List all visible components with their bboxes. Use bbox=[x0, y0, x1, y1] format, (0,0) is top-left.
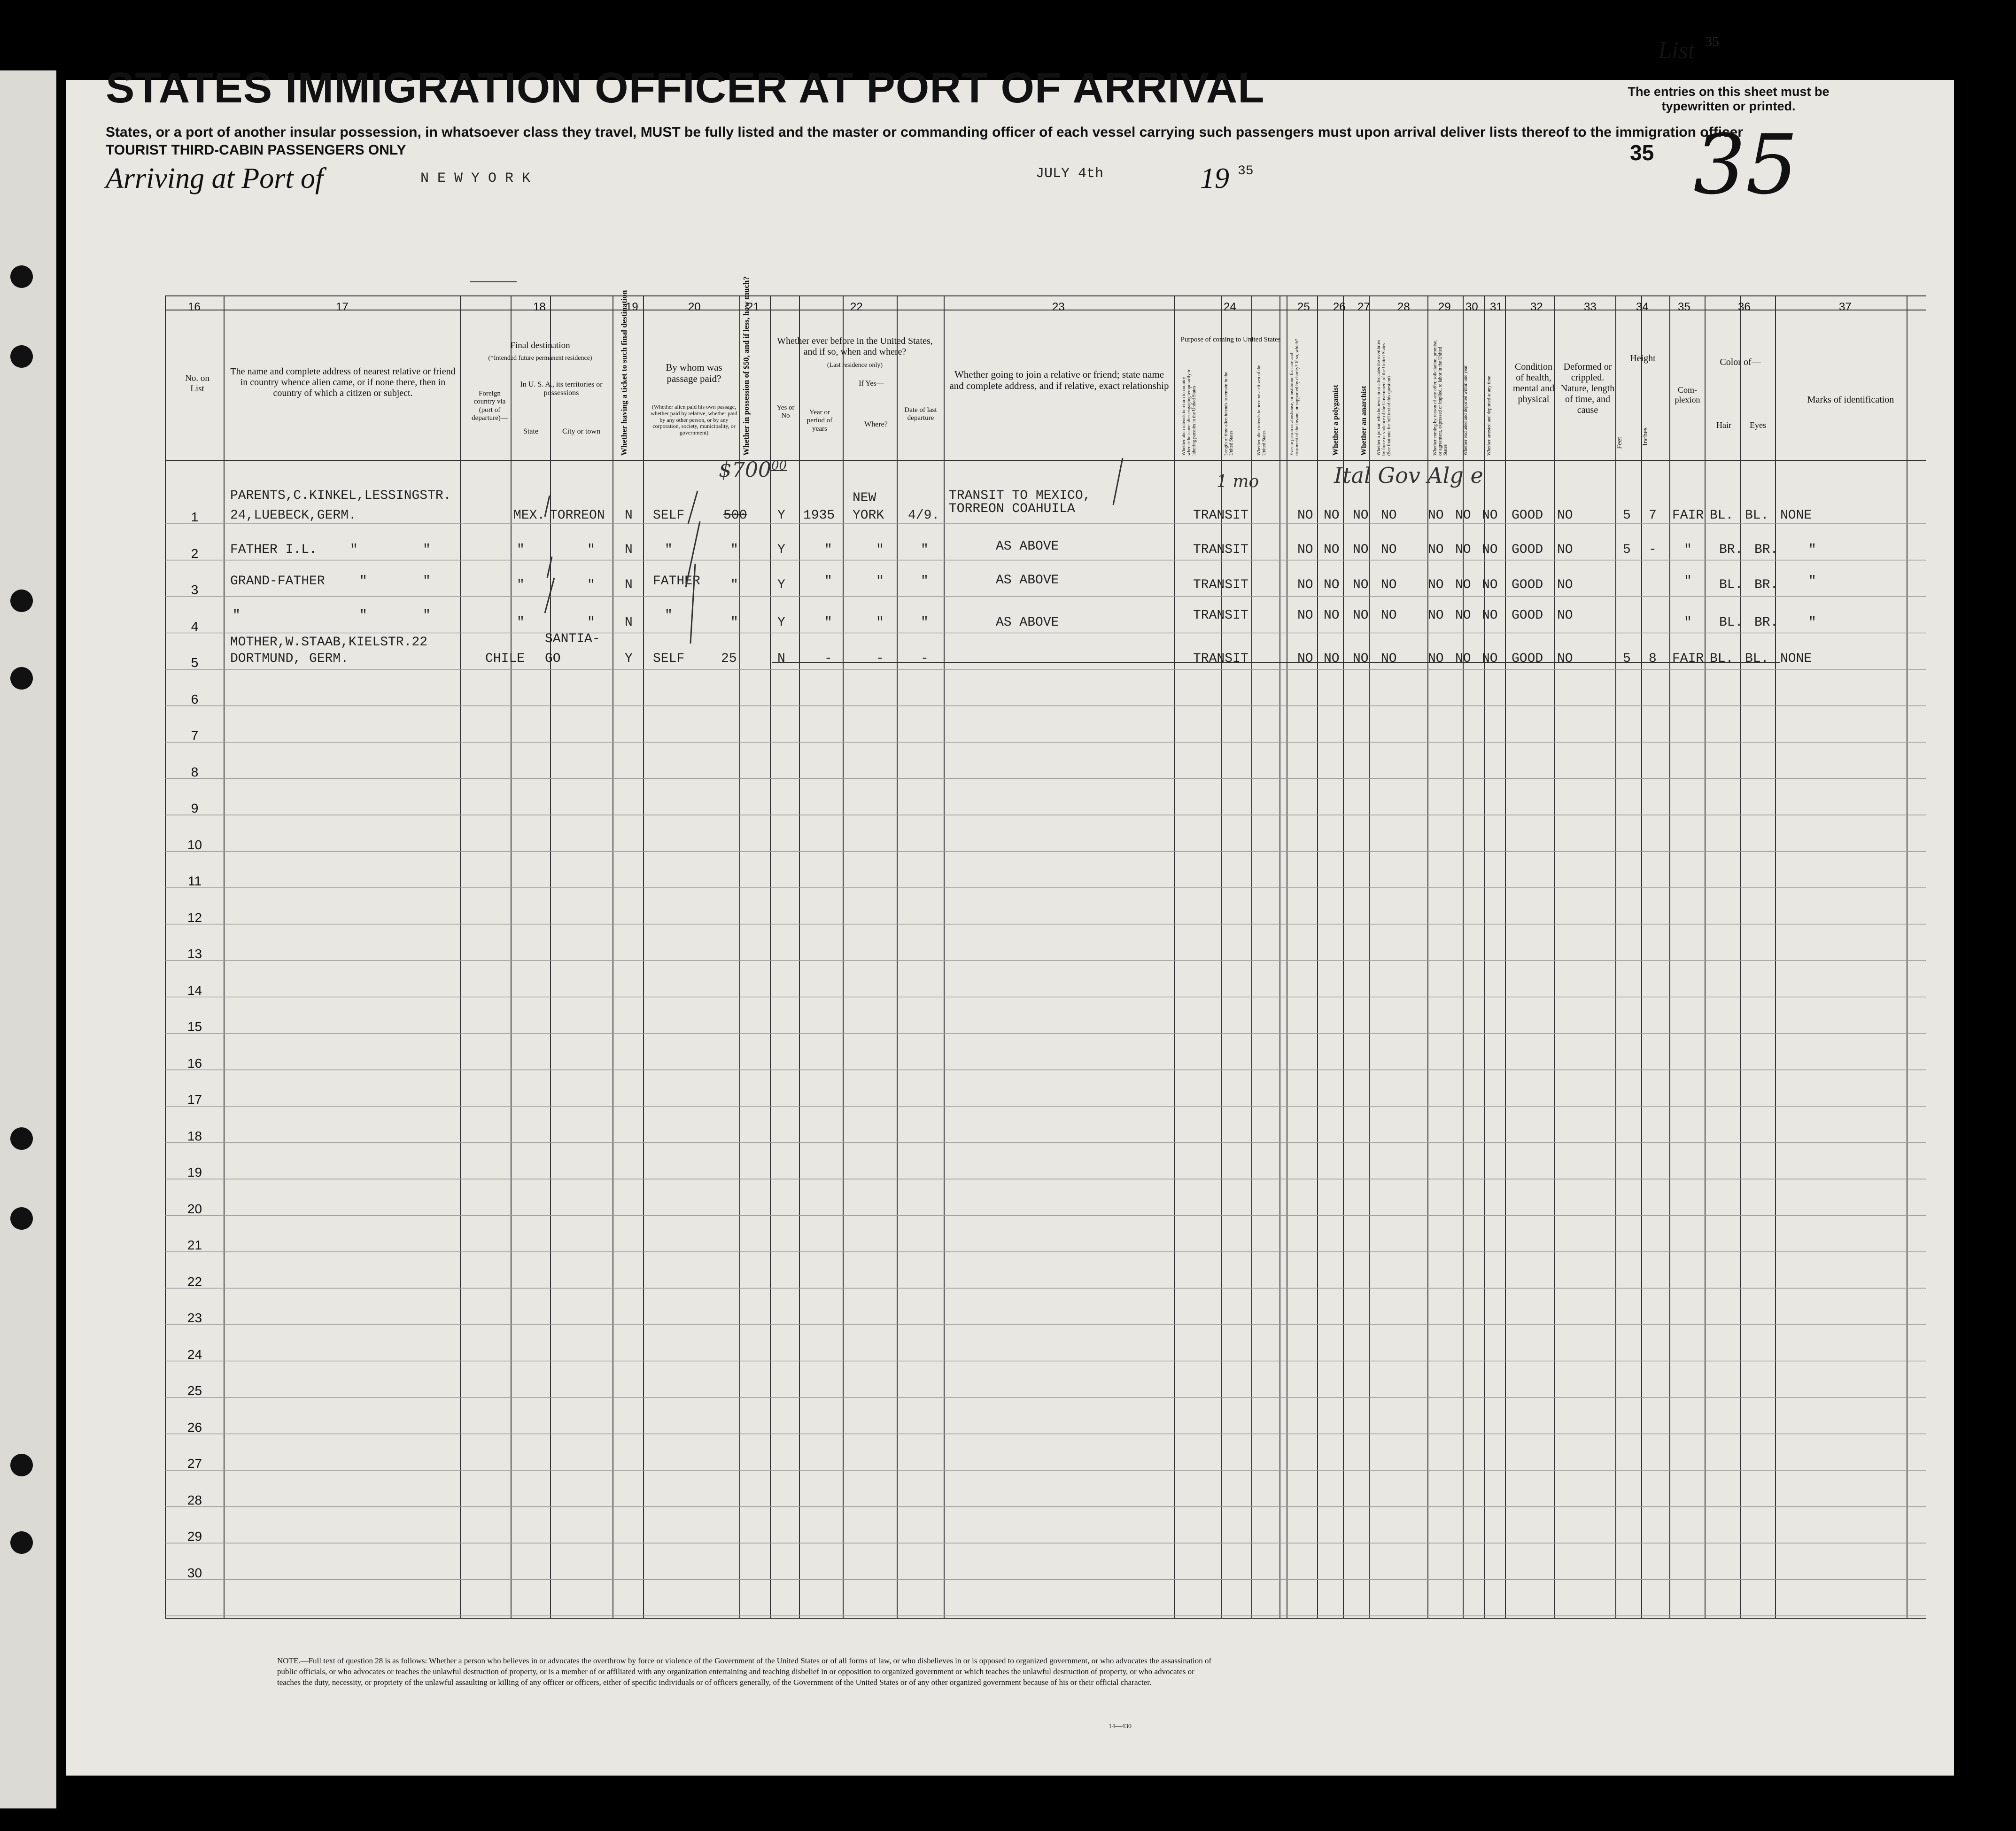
ditto: " bbox=[423, 574, 431, 589]
relative-line2: DORTMUND, GERM. bbox=[230, 652, 349, 666]
hdr-last-residence: (Last residence only) bbox=[827, 362, 883, 369]
hdr-money: Whether in possession of $50, and if less, how much? bbox=[742, 276, 751, 456]
q30: NO bbox=[1455, 608, 1471, 623]
hair: BR. bbox=[1719, 543, 1743, 557]
year-suffix: 35 bbox=[1238, 164, 1254, 178]
row-number: 22 bbox=[187, 1274, 202, 1289]
q31: NO bbox=[1482, 578, 1498, 592]
q26: NO bbox=[1324, 652, 1340, 666]
col-num: 35 bbox=[1678, 301, 1690, 313]
before-year: 1935 bbox=[803, 508, 835, 523]
hdr-final-destination-note: (*Intended future permanent residence) bbox=[488, 355, 592, 362]
hdr-state: State bbox=[523, 427, 538, 435]
relative-line1: FATHER I.L. bbox=[230, 543, 317, 557]
ticket: N bbox=[625, 543, 633, 557]
ditto: " bbox=[359, 608, 367, 623]
marks: NONE bbox=[1780, 652, 1812, 666]
q30: NO bbox=[1455, 508, 1471, 523]
hdr-q28: Whether a person who believes in or advocates the overthrow by force or violence of the Government of the United States (See footnote for full text of this question) bbox=[1376, 340, 1392, 456]
hdr-q31: Whether arrested and deported at any time bbox=[1487, 376, 1492, 456]
q25: NO bbox=[1297, 578, 1313, 592]
hdr-feet: Feet bbox=[1616, 437, 1623, 449]
health: GOOD bbox=[1512, 543, 1543, 557]
hdr-in-usa: In U. S. A., its territories or possessions bbox=[520, 380, 603, 397]
row-number: 3 bbox=[191, 582, 199, 597]
q25: NO bbox=[1297, 608, 1313, 623]
eyes: BR. bbox=[1754, 578, 1778, 592]
q26: NO bbox=[1324, 508, 1340, 523]
hdr-before-in-us: Whether ever before in the United States, and if so, when and where? bbox=[777, 336, 933, 357]
hair: BL. bbox=[1710, 652, 1734, 666]
col-num: 37 bbox=[1839, 301, 1852, 313]
dest-state: " bbox=[517, 615, 525, 630]
dest-state: " bbox=[517, 578, 525, 592]
hdr-year-period: Year or period of years bbox=[806, 409, 833, 433]
q30: NO bbox=[1455, 578, 1471, 592]
hdr-prison: Ever in prison or almshouse, or institution for care and treatment of the insane, or supported by charity? If so, which? bbox=[1289, 339, 1300, 456]
purpose: TRANSIT bbox=[1193, 652, 1248, 666]
before-where1: " bbox=[876, 615, 884, 630]
departure-date: 4/9. bbox=[908, 508, 940, 523]
relative-line1: " bbox=[233, 608, 240, 623]
height-feet: 5 bbox=[1623, 508, 1631, 523]
col-num: 31 bbox=[1490, 301, 1503, 313]
eyes: BL. bbox=[1745, 652, 1769, 666]
hdr-foreign-country: Foreign country via (port of departure)— bbox=[472, 390, 508, 422]
q27: NO bbox=[1353, 508, 1369, 523]
ditto: " bbox=[359, 574, 367, 589]
complexion: FAIR bbox=[1672, 508, 1704, 523]
departure-date: " bbox=[921, 574, 929, 589]
hair: BL. bbox=[1719, 615, 1743, 630]
hair: BL. bbox=[1710, 508, 1734, 523]
col-num: 18 bbox=[533, 301, 546, 313]
q28: NO bbox=[1381, 543, 1397, 557]
q25: NO bbox=[1297, 652, 1313, 666]
join-line1: TRANSIT TO MEXICO, bbox=[949, 489, 1091, 503]
q27: NO bbox=[1353, 608, 1369, 623]
height-inches: 7 bbox=[1649, 508, 1657, 523]
hdr-anarchist: Whether an anarchist bbox=[1360, 386, 1368, 456]
row-number: 2 bbox=[191, 546, 199, 561]
passage-paid: FATHER bbox=[653, 574, 700, 589]
deformed: NO bbox=[1557, 608, 1573, 623]
before-yes-no: Y bbox=[777, 578, 785, 592]
hdr-relative: The name and complete address of nearest relative or friend in country whence alien came, or if none there, then in country of which a citizen or subject. bbox=[230, 366, 456, 398]
row-number: 10 bbox=[187, 837, 202, 852]
join-line1: AS ABOVE bbox=[996, 615, 1059, 630]
hdr-purpose-a: Whether alien intends to return to country whence he came after engaging temporarily in laboring pursuits in the United States bbox=[1181, 368, 1197, 456]
hdr-q29: Whether coming by reason of any offer, solicitation, promise, or agreement, expressed or implied, to labor in the United States bbox=[1433, 340, 1448, 456]
col-num: 17 bbox=[336, 301, 349, 313]
row-number: 25 bbox=[187, 1383, 202, 1398]
before-where2: YORK bbox=[853, 508, 884, 523]
q27: NO bbox=[1353, 543, 1369, 557]
entries-note: The entries on this sheet must be typewritten or printed. bbox=[1628, 85, 1830, 114]
col-num: 33 bbox=[1584, 301, 1597, 313]
hdr-health: Condition of health, mental and physical bbox=[1512, 362, 1555, 404]
col-num: 24 bbox=[1224, 301, 1236, 313]
before-year: " bbox=[824, 543, 832, 557]
before-year: " bbox=[824, 574, 832, 589]
before-yes-no: N bbox=[777, 652, 785, 666]
q27: NO bbox=[1353, 578, 1369, 592]
dest-foreign: CHILE bbox=[485, 652, 525, 666]
hair: BL. bbox=[1719, 578, 1743, 592]
before-yes-no: Y bbox=[777, 615, 785, 630]
dest-city1: SANTIA- bbox=[545, 632, 600, 646]
money: 25 bbox=[721, 652, 737, 666]
purpose: TRANSIT bbox=[1193, 608, 1248, 623]
hdr-no-on-list: No. on List bbox=[185, 373, 209, 394]
row-number: 7 bbox=[191, 728, 199, 743]
handwritten-purpose-mark: 1 mo bbox=[1217, 472, 1259, 491]
departure-date: " bbox=[921, 615, 929, 630]
purpose: TRANSIT bbox=[1193, 578, 1248, 592]
complexion: " bbox=[1684, 574, 1692, 589]
q26: NO bbox=[1324, 543, 1340, 557]
row-number: 23 bbox=[187, 1311, 202, 1325]
col-num: 26 bbox=[1333, 301, 1346, 313]
col-num: 19 bbox=[626, 301, 638, 313]
deformed: NO bbox=[1557, 578, 1573, 592]
q31: NO bbox=[1482, 652, 1498, 666]
hdr-eyes: Eyes bbox=[1750, 420, 1766, 430]
hdr-complexion: Com-plexion bbox=[1675, 385, 1700, 404]
row-number: 11 bbox=[187, 874, 202, 888]
passenger-class: TOURIST THIRD-CABIN PASSENGERS ONLY bbox=[106, 142, 406, 158]
q31: NO bbox=[1482, 508, 1498, 523]
col-num: 16 bbox=[188, 301, 201, 313]
ticket: N bbox=[625, 615, 633, 630]
row-number: 19 bbox=[187, 1165, 202, 1179]
health: GOOD bbox=[1512, 578, 1543, 592]
row-number: 29 bbox=[187, 1529, 202, 1544]
row-number: 30 bbox=[187, 1565, 202, 1580]
col-num: 25 bbox=[1297, 301, 1310, 313]
row-number: 17 bbox=[187, 1092, 202, 1107]
hdr-color-of: Color of— bbox=[1720, 357, 1761, 367]
relative-line1: PARENTS,C.KINKEL,LESSINGSTR. bbox=[230, 489, 451, 503]
before-yes-no: Y bbox=[777, 543, 785, 557]
before-where1: " bbox=[876, 543, 884, 557]
purpose: TRANSIT bbox=[1193, 508, 1248, 523]
passage-paid: " bbox=[665, 608, 673, 623]
q28: NO bbox=[1381, 652, 1397, 666]
marks: NONE bbox=[1780, 508, 1812, 523]
dest-city: " bbox=[587, 543, 595, 557]
hdr-marks: Marks of identification bbox=[1807, 395, 1894, 405]
row-number: 18 bbox=[187, 1128, 202, 1143]
col-num: 34 bbox=[1636, 301, 1649, 313]
ditto: " bbox=[423, 608, 431, 623]
q27: NO bbox=[1353, 652, 1369, 666]
col-num: 30 bbox=[1465, 301, 1478, 313]
col-num: 29 bbox=[1438, 301, 1451, 313]
dest-city2: GO bbox=[545, 652, 561, 666]
before-where1: NEW bbox=[853, 491, 876, 505]
q25: NO bbox=[1297, 508, 1313, 523]
relative-line1: MOTHER,W.STAAB,KIELSTR.22 bbox=[230, 635, 428, 650]
deformed: NO bbox=[1557, 508, 1573, 523]
hdr-if-yes: If Yes— bbox=[859, 380, 884, 388]
handwritten-annotation: Ital Gov Alg e bbox=[1334, 463, 1483, 488]
row-number: 12 bbox=[187, 910, 202, 925]
money: " bbox=[730, 578, 738, 592]
height-feet: 5 bbox=[1623, 543, 1631, 557]
row-number: 20 bbox=[187, 1201, 202, 1216]
q29: NO bbox=[1428, 543, 1444, 557]
before-where1: " bbox=[876, 574, 884, 589]
dest-state: " bbox=[517, 543, 525, 557]
hdr-purpose-b: Length of time alien intends to remain in the United States bbox=[1224, 372, 1234, 456]
q25: NO bbox=[1297, 543, 1313, 557]
hdr-yes-no: Yes or No bbox=[776, 404, 795, 420]
q28: NO bbox=[1381, 578, 1397, 592]
before-where1: - bbox=[876, 652, 884, 666]
row-number: 6 bbox=[191, 691, 199, 706]
hdr-passage-paid: By whom was passage paid? bbox=[666, 362, 722, 385]
handwritten-money: $\$700^{00}$ bbox=[719, 458, 787, 482]
footnote: NOTE.—Full text of question 28 is as follows: Whether a person who believes in or advocates the overthrow by force or violence of the Government of the United States or of all forms of law, or who disbelieves in or is opposed to organized government, or who advocates the assassination of public officials, or who advocates or teaches the unlawful destruction of property, or is a member of or affiliated with any organization entertaining and teaching disbelief in or opposition to organized government or which teaches the unlawful destruction of property, or who advocates or teaches the duty, necessity, or propriety of the unlawful assaulting or killing of any officer or officers, either of specific individuals or of officers generally, of the Government of the United States or of any other organized government because of his or their official character. bbox=[277, 1656, 1212, 1687]
hdr-deformed: Deformed or crippled. Nature, length of time, and cause bbox=[1560, 362, 1615, 415]
ditto: " bbox=[350, 543, 358, 557]
hdr-where: Where? bbox=[864, 420, 888, 428]
q29: NO bbox=[1428, 652, 1444, 666]
q30: NO bbox=[1455, 543, 1471, 557]
passage-paid: SELF bbox=[653, 508, 685, 523]
row-number: 4 bbox=[191, 619, 199, 634]
hdr-purpose: Purpose of coming to United States bbox=[1180, 336, 1281, 343]
instructions-line: States, or a port of another insular possession, in whatsoever class they travel, MUST be fully listed and the master or commanding officer of each vessel carrying such passengers must upon arrival deliver lists thereof to the immigration officer bbox=[106, 124, 1743, 140]
join-line2: TORREON COAHUILA bbox=[949, 502, 1075, 516]
row-number: 15 bbox=[187, 1019, 202, 1034]
hdr-ticket: Whether having a ticket to such final destination bbox=[620, 290, 628, 456]
health: GOOD bbox=[1512, 508, 1543, 523]
before-year: " bbox=[824, 615, 832, 630]
complexion: " bbox=[1684, 615, 1692, 630]
height-feet: 5 bbox=[1623, 652, 1631, 666]
year-prefix: 19 bbox=[1200, 163, 1229, 194]
money: " bbox=[730, 543, 738, 557]
dest-city: " bbox=[587, 615, 595, 630]
page-title: STATES IMMIGRATION OFFICER AT PORT OF ARRIVAL bbox=[106, 64, 1265, 112]
q29: NO bbox=[1428, 608, 1444, 623]
col-num: 23 bbox=[1052, 301, 1065, 313]
join-line1: AS ABOVE bbox=[996, 539, 1059, 554]
before-year: - bbox=[824, 652, 832, 666]
row-number: 1 bbox=[191, 510, 199, 524]
q26: NO bbox=[1324, 578, 1340, 592]
ticket: N bbox=[625, 578, 633, 592]
money: 500 bbox=[723, 508, 747, 523]
before-yes-no: Y bbox=[777, 508, 785, 523]
row-number: 26 bbox=[187, 1420, 202, 1435]
ditto: " bbox=[423, 543, 431, 557]
height-inches: - bbox=[1649, 543, 1657, 557]
row-number: 27 bbox=[187, 1456, 202, 1471]
list-label: List bbox=[1658, 37, 1695, 64]
health: GOOD bbox=[1512, 608, 1543, 623]
eyes: BR. bbox=[1754, 543, 1778, 557]
hdr-height: Height bbox=[1630, 353, 1656, 364]
col-num: 27 bbox=[1357, 301, 1370, 313]
join-line1: AS ABOVE bbox=[996, 573, 1059, 588]
q31: NO bbox=[1482, 608, 1498, 623]
row-number: 8 bbox=[191, 764, 199, 779]
q29: NO bbox=[1428, 508, 1444, 523]
hdr-passage-note: (Whether alien paid his own passage, whether paid by relative, whether paid by any other person, or by any corporation, society, municipality, or government) bbox=[651, 403, 737, 436]
passage-paid: SELF bbox=[653, 652, 685, 666]
form-number: 14—430 bbox=[1109, 1723, 1132, 1730]
hdr-q30: Whether excluded and deported within one year bbox=[1463, 365, 1468, 456]
departure-date: - bbox=[921, 652, 929, 666]
complexion: FAIR bbox=[1672, 652, 1704, 666]
hdr-purpose-c: Whether alien intends to become a citizen of the United States bbox=[1256, 365, 1267, 456]
purpose: TRANSIT bbox=[1193, 543, 1248, 557]
hdr-final-destination: Final destination bbox=[510, 341, 570, 350]
hdr-hair: Hair bbox=[1716, 420, 1731, 430]
eyes: BR. bbox=[1754, 615, 1778, 630]
row-number: 9 bbox=[191, 801, 199, 815]
handwritten-page-number: 35 bbox=[1693, 117, 1798, 213]
row-number: 24 bbox=[187, 1347, 202, 1362]
row-number: 21 bbox=[187, 1238, 202, 1252]
marks: " bbox=[1808, 543, 1816, 557]
marks: " bbox=[1808, 615, 1816, 630]
ticket: N bbox=[625, 508, 633, 523]
q26: NO bbox=[1324, 608, 1340, 623]
hdr-inches: Inches bbox=[1642, 427, 1649, 446]
departure-date: " bbox=[921, 543, 929, 557]
row-number: 28 bbox=[187, 1492, 202, 1507]
height-inches: 8 bbox=[1649, 652, 1657, 666]
stamp-number: 35 bbox=[1630, 140, 1654, 165]
port-value: N E W Y O R K bbox=[420, 171, 531, 186]
dest-city: TORREON bbox=[550, 508, 605, 523]
q30: NO bbox=[1455, 652, 1471, 666]
date-value: JULY 4th bbox=[1036, 166, 1104, 182]
health: GOOD bbox=[1512, 652, 1543, 666]
marks: " bbox=[1808, 574, 1816, 589]
deformed: NO bbox=[1557, 543, 1573, 557]
col-num: 22 bbox=[850, 301, 863, 313]
row-number: 5 bbox=[191, 655, 199, 670]
relative-line1: GRAND-FATHER bbox=[230, 574, 325, 589]
money: " bbox=[730, 615, 738, 630]
q31: NO bbox=[1482, 543, 1498, 557]
arriving-label: Arriving at Port of bbox=[106, 163, 324, 194]
row-number: 14 bbox=[187, 983, 202, 998]
col-num: 36 bbox=[1738, 301, 1751, 313]
row-number: 16 bbox=[187, 1055, 202, 1071]
eyes: BL. bbox=[1745, 508, 1769, 523]
col-num: 20 bbox=[688, 301, 701, 313]
deformed: NO bbox=[1557, 652, 1573, 666]
row-number: 13 bbox=[187, 947, 202, 961]
hdr-date-departure: Date of last departure bbox=[904, 406, 937, 422]
q28: NO bbox=[1381, 608, 1397, 623]
dest-state: MEX. bbox=[513, 508, 545, 523]
relative-line2: 24,LUEBECK,GERM. bbox=[230, 508, 357, 523]
q29: NO bbox=[1428, 578, 1444, 592]
ticket: Y bbox=[625, 652, 633, 666]
passage-paid: " bbox=[665, 543, 673, 557]
hdr-join-relative: Whether going to join a relative or friend; state name and complete address, and if relative, exact relationship bbox=[949, 369, 1169, 392]
list-number: 35 bbox=[1705, 34, 1719, 49]
hdr-polygamist: Whether a polygamist bbox=[1332, 385, 1340, 456]
col-num: 21 bbox=[747, 301, 760, 313]
col-num: 32 bbox=[1530, 301, 1543, 313]
q28: NO bbox=[1381, 508, 1397, 523]
dest-city: " bbox=[587, 578, 595, 592]
complexion: " bbox=[1684, 543, 1692, 557]
col-num: 28 bbox=[1397, 301, 1410, 313]
hdr-city: City or town bbox=[562, 427, 600, 435]
